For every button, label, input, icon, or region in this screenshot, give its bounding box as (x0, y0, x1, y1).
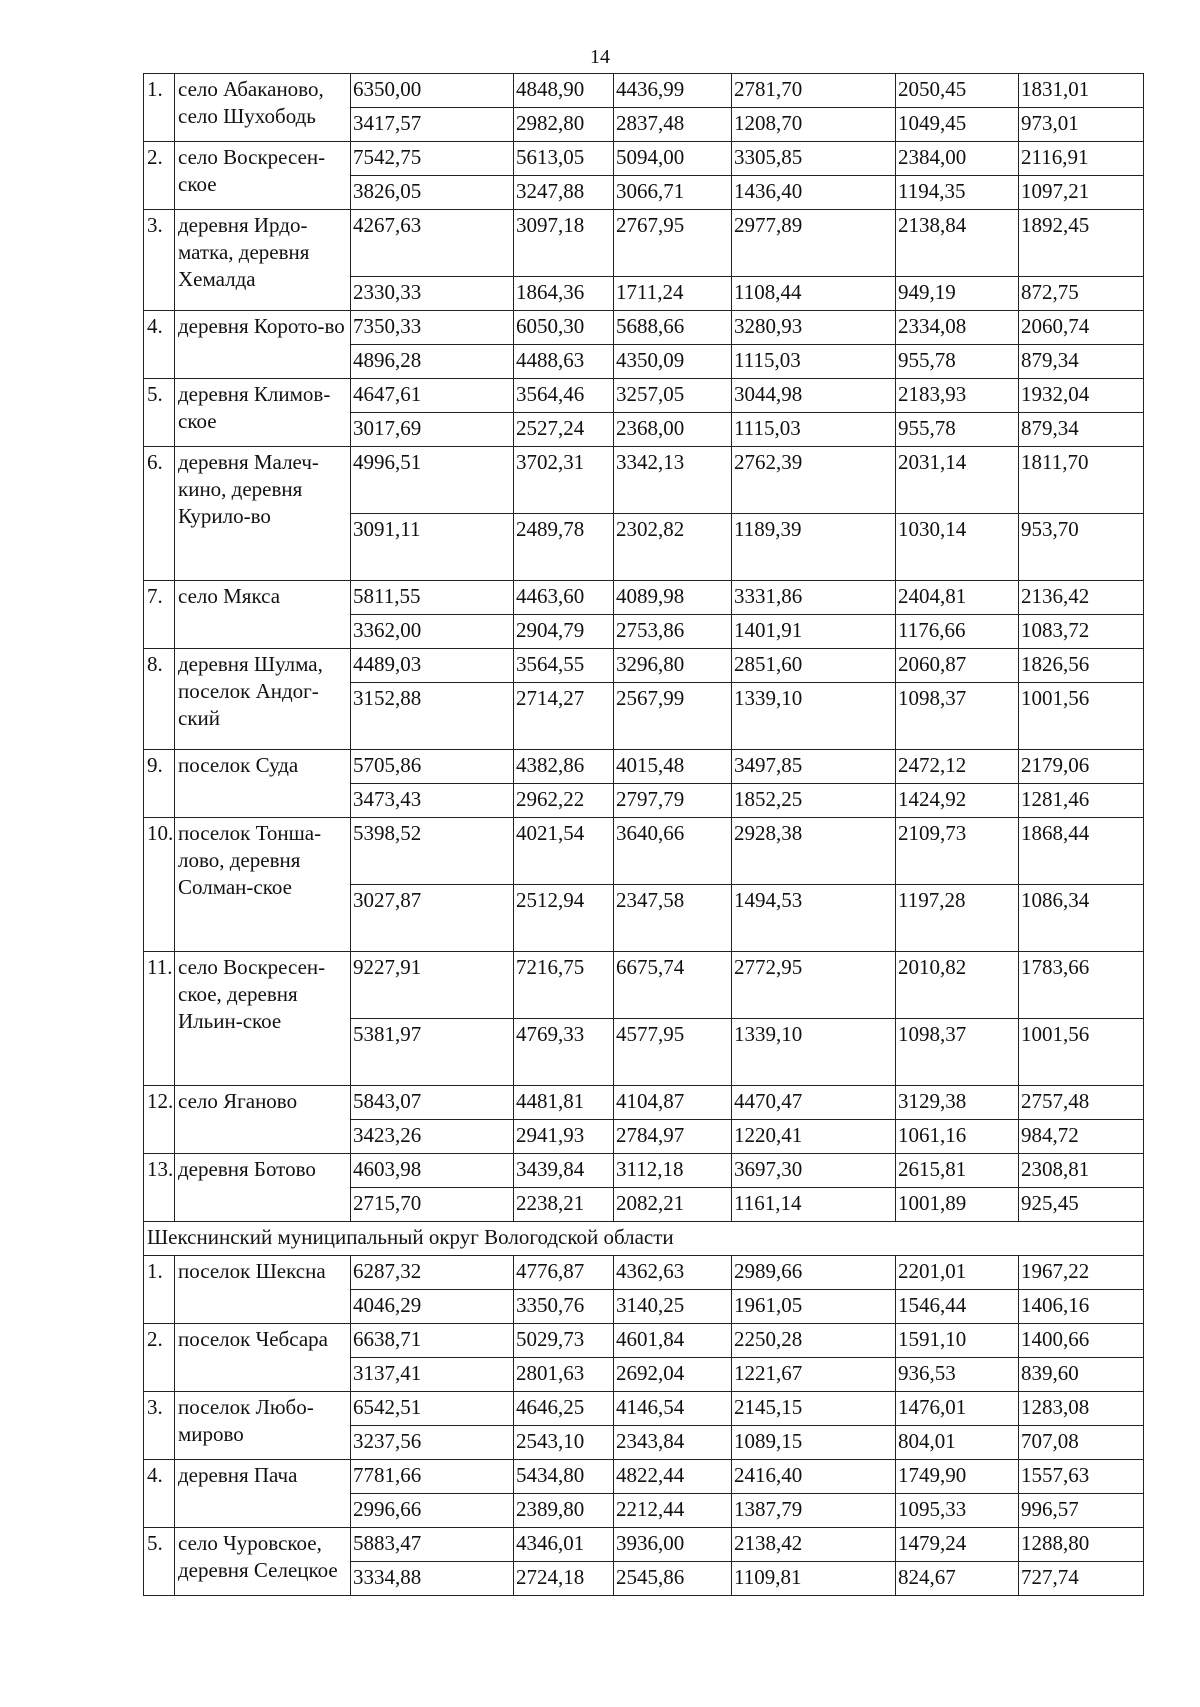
value-cell: 3350,76 (514, 1290, 614, 1324)
value-cell: 1546,44 (896, 1290, 1019, 1324)
value-cell: 879,34 (1019, 345, 1144, 379)
value-cell: 4346,01 (514, 1528, 614, 1562)
value-cell: 2060,87 (896, 649, 1019, 683)
table-row (144, 74, 1144, 108)
value-cell: 2138,42 (732, 1528, 896, 1562)
value-cell: 6287,32 (351, 1256, 514, 1290)
value-cell: 6675,74 (614, 952, 732, 1019)
value-cell: 1387,79 (732, 1494, 896, 1528)
value-cell: 6050,30 (514, 311, 614, 345)
value-cell: 2797,79 (614, 784, 732, 818)
value-cell: 1811,70 (1019, 447, 1144, 514)
value-cell: 4769,33 (514, 1019, 614, 1086)
value-cell: 2801,63 (514, 1358, 614, 1392)
section-row (144, 1222, 1144, 1256)
value-cell: 4996,51 (351, 447, 514, 514)
value-cell: 2250,28 (732, 1324, 896, 1358)
value-cell: 1288,80 (1019, 1528, 1144, 1562)
value-cell: 2837,48 (614, 108, 732, 142)
value-cell: 3497,85 (732, 750, 896, 784)
value-cell: 3362,00 (351, 615, 514, 649)
value-cell: 3129,38 (896, 1086, 1019, 1120)
value-cell: 1220,41 (732, 1120, 896, 1154)
value-cell: 3423,26 (351, 1120, 514, 1154)
value-cell: 3112,18 (614, 1154, 732, 1188)
value-cell: 6638,71 (351, 1324, 514, 1358)
row-number: 11. (144, 952, 175, 1086)
value-cell: 2753,86 (614, 615, 732, 649)
settlement-name: деревня Ирдо-матка, деревня Хемалда (175, 210, 351, 311)
settlement-name: деревня Пача (175, 1460, 351, 1528)
value-cell: 1189,39 (732, 514, 896, 581)
settlement-name: село Воскресен-ское, деревня Ильин-ское (175, 952, 351, 1086)
settlement-name: деревня Малеч-кино, деревня Курило-во (175, 447, 351, 581)
value-cell: 2010,82 (896, 952, 1019, 1019)
value-cell: 1098,37 (896, 1019, 1019, 1086)
row-number: 5. (144, 379, 175, 447)
value-cell: 1283,08 (1019, 1392, 1144, 1426)
settlement-name: поселок Суда (175, 750, 351, 818)
value-cell: 879,34 (1019, 413, 1144, 447)
value-cell: 3936,00 (614, 1528, 732, 1562)
value-cell: 4015,48 (614, 750, 732, 784)
settlement-name: деревня Шулма, поселок Андог-ский (175, 649, 351, 750)
value-cell: 3439,84 (514, 1154, 614, 1188)
tariff-table (143, 73, 1144, 1596)
value-cell: 3564,55 (514, 649, 614, 683)
table-row (144, 818, 1144, 885)
row-number: 13. (144, 1154, 175, 1222)
row-number: 10. (144, 818, 175, 952)
row-number: 9. (144, 750, 175, 818)
row-number: 3. (144, 1392, 175, 1460)
value-cell: 5843,07 (351, 1086, 514, 1120)
value-cell: 3017,69 (351, 413, 514, 447)
value-cell: 2692,04 (614, 1358, 732, 1392)
value-cell: 7781,66 (351, 1460, 514, 1494)
value-cell: 2302,82 (614, 514, 732, 581)
value-cell: 4021,54 (514, 818, 614, 885)
settlement-name: деревня Ботово (175, 1154, 351, 1222)
value-cell: 925,45 (1019, 1188, 1144, 1222)
value-cell: 2928,38 (732, 818, 896, 885)
value-cell: 1281,46 (1019, 784, 1144, 818)
value-cell: 1826,56 (1019, 649, 1144, 683)
value-cell: 973,01 (1019, 108, 1144, 142)
value-cell: 5811,55 (351, 581, 514, 615)
settlement-name: село Яганово (175, 1086, 351, 1154)
value-cell: 4089,98 (614, 581, 732, 615)
value-cell: 953,70 (1019, 514, 1144, 581)
settlement-name: село Абаканово, село Шухободь (175, 74, 351, 142)
value-cell: 2116,91 (1019, 142, 1144, 176)
value-cell: 1339,10 (732, 1019, 896, 1086)
value-cell: 4146,54 (614, 1392, 732, 1426)
table-row (144, 952, 1144, 1019)
value-cell: 2543,10 (514, 1426, 614, 1460)
value-cell: 1494,53 (732, 885, 896, 952)
value-cell: 2904,79 (514, 615, 614, 649)
value-cell: 955,78 (896, 413, 1019, 447)
value-cell: 1109,81 (732, 1562, 896, 1596)
value-cell: 4822,44 (614, 1460, 732, 1494)
value-cell: 1864,36 (514, 277, 614, 311)
value-cell: 2489,78 (514, 514, 614, 581)
value-cell: 4481,81 (514, 1086, 614, 1120)
value-cell: 2512,94 (514, 885, 614, 952)
value-cell: 2527,24 (514, 413, 614, 447)
value-cell: 5381,97 (351, 1019, 514, 1086)
value-cell: 1098,37 (896, 683, 1019, 750)
value-cell: 2567,99 (614, 683, 732, 750)
value-cell: 1436,40 (732, 176, 896, 210)
value-cell: 3305,85 (732, 142, 896, 176)
value-cell: 2183,93 (896, 379, 1019, 413)
table-row (144, 311, 1144, 345)
value-cell: 7350,33 (351, 311, 514, 345)
value-cell: 2472,12 (896, 750, 1019, 784)
value-cell: 3296,80 (614, 649, 732, 683)
value-cell: 1001,56 (1019, 683, 1144, 750)
value-cell: 4362,63 (614, 1256, 732, 1290)
table-row (144, 1154, 1144, 1188)
value-cell: 1892,45 (1019, 210, 1144, 277)
value-cell: 1061,16 (896, 1120, 1019, 1154)
value-cell: 2941,93 (514, 1120, 614, 1154)
value-cell: 3826,05 (351, 176, 514, 210)
value-cell: 1476,01 (896, 1392, 1019, 1426)
value-cell: 4489,03 (351, 649, 514, 683)
value-cell: 707,08 (1019, 1426, 1144, 1460)
row-number: 5. (144, 1528, 175, 1596)
value-cell: 3564,46 (514, 379, 614, 413)
value-cell: 1749,90 (896, 1460, 1019, 1494)
table-row (144, 1086, 1144, 1120)
value-cell: 1221,67 (732, 1358, 896, 1392)
row-number: 4. (144, 1460, 175, 1528)
value-cell: 2308,81 (1019, 1154, 1144, 1188)
value-cell: 1852,25 (732, 784, 896, 818)
value-cell: 2384,00 (896, 142, 1019, 176)
value-cell: 2714,27 (514, 683, 614, 750)
value-cell: 2136,42 (1019, 581, 1144, 615)
value-cell: 2982,80 (514, 108, 614, 142)
value-cell: 824,67 (896, 1562, 1019, 1596)
value-cell: 2772,95 (732, 952, 896, 1019)
value-cell: 4046,29 (351, 1290, 514, 1324)
value-cell: 2416,40 (732, 1460, 896, 1494)
value-cell: 2238,21 (514, 1188, 614, 1222)
value-cell: 1479,24 (896, 1528, 1019, 1562)
settlement-name: село Чуровское, деревня Селецкое (175, 1528, 351, 1596)
table-row (144, 1256, 1144, 1290)
value-cell: 955,78 (896, 345, 1019, 379)
value-cell: 1591,10 (896, 1324, 1019, 1358)
value-cell: 3697,30 (732, 1154, 896, 1188)
value-cell: 996,57 (1019, 1494, 1144, 1528)
value-cell: 4436,99 (614, 74, 732, 108)
value-cell: 2109,73 (896, 818, 1019, 885)
row-number: 3. (144, 210, 175, 311)
table-row (144, 1528, 1144, 1562)
page-number: 14 (590, 46, 610, 68)
value-cell: 4848,90 (514, 74, 614, 108)
row-number: 2. (144, 142, 175, 210)
row-number: 1. (144, 1256, 175, 1324)
table-row (144, 750, 1144, 784)
value-cell: 2060,74 (1019, 311, 1144, 345)
value-cell: 2615,81 (896, 1154, 1019, 1188)
value-cell: 1406,16 (1019, 1290, 1144, 1324)
value-cell: 2977,89 (732, 210, 896, 277)
value-cell: 1961,05 (732, 1290, 896, 1324)
row-number: 4. (144, 311, 175, 379)
value-cell: 3044,98 (732, 379, 896, 413)
settlement-name: село Мякса (175, 581, 351, 649)
value-cell: 2404,81 (896, 581, 1019, 615)
value-cell: 5613,05 (514, 142, 614, 176)
value-cell: 4382,86 (514, 750, 614, 784)
value-cell: 2138,84 (896, 210, 1019, 277)
value-cell: 1108,44 (732, 277, 896, 311)
value-cell: 3342,13 (614, 447, 732, 514)
value-cell: 4577,95 (614, 1019, 732, 1086)
value-cell: 2145,15 (732, 1392, 896, 1426)
settlement-name: деревня Корото-во (175, 311, 351, 379)
value-cell: 2212,44 (614, 1494, 732, 1528)
settlement-name: поселок Чебсара (175, 1324, 351, 1392)
value-cell: 1401,91 (732, 615, 896, 649)
row-number: 7. (144, 581, 175, 649)
value-cell: 1783,66 (1019, 952, 1144, 1019)
settlement-name: село Воскресен-ское (175, 142, 351, 210)
value-cell: 3237,56 (351, 1426, 514, 1460)
value-cell: 3334,88 (351, 1562, 514, 1596)
value-cell: 2757,48 (1019, 1086, 1144, 1120)
value-cell: 2201,01 (896, 1256, 1019, 1290)
value-cell: 984,72 (1019, 1120, 1144, 1154)
value-cell: 2781,70 (732, 74, 896, 108)
value-cell: 839,60 (1019, 1358, 1144, 1392)
value-cell: 3066,71 (614, 176, 732, 210)
value-cell: 2347,58 (614, 885, 732, 952)
value-cell: 2767,95 (614, 210, 732, 277)
value-cell: 949,19 (896, 277, 1019, 311)
value-cell: 4647,61 (351, 379, 514, 413)
value-cell: 1049,45 (896, 108, 1019, 142)
value-cell: 2368,00 (614, 413, 732, 447)
row-number: 6. (144, 447, 175, 581)
value-cell: 1083,72 (1019, 615, 1144, 649)
value-cell: 1001,89 (896, 1188, 1019, 1222)
table-row (144, 1392, 1144, 1426)
value-cell: 1831,01 (1019, 74, 1144, 108)
value-cell: 4896,28 (351, 345, 514, 379)
value-cell: 3473,43 (351, 784, 514, 818)
value-cell: 1208,70 (732, 108, 896, 142)
value-cell: 872,75 (1019, 277, 1144, 311)
value-cell: 2334,08 (896, 311, 1019, 345)
value-cell: 3247,88 (514, 176, 614, 210)
value-cell: 1115,03 (732, 345, 896, 379)
table-row (144, 142, 1144, 176)
value-cell: 3137,41 (351, 1358, 514, 1392)
value-cell: 5883,47 (351, 1528, 514, 1562)
table-row (144, 649, 1144, 683)
value-cell: 1711,24 (614, 277, 732, 311)
value-cell: 3280,93 (732, 311, 896, 345)
section-title: Шекснинский муниципальный округ Вологодской области (144, 1222, 1144, 1256)
value-cell: 2031,14 (896, 447, 1019, 514)
value-cell: 1932,04 (1019, 379, 1144, 413)
value-cell: 1095,33 (896, 1494, 1019, 1528)
value-cell: 3331,86 (732, 581, 896, 615)
value-cell: 1424,92 (896, 784, 1019, 818)
table-row (144, 581, 1144, 615)
value-cell: 2179,06 (1019, 750, 1144, 784)
value-cell: 1176,66 (896, 615, 1019, 649)
value-cell: 4603,98 (351, 1154, 514, 1188)
value-cell: 3702,31 (514, 447, 614, 514)
value-cell: 1030,14 (896, 514, 1019, 581)
table-row (144, 210, 1144, 277)
value-cell: 6542,51 (351, 1392, 514, 1426)
value-cell: 1967,22 (1019, 1256, 1144, 1290)
value-cell: 2389,80 (514, 1494, 614, 1528)
value-cell: 1001,56 (1019, 1019, 1144, 1086)
table-row (144, 1324, 1144, 1358)
value-cell: 5688,66 (614, 311, 732, 345)
value-cell: 2343,84 (614, 1426, 732, 1460)
value-cell: 2330,33 (351, 277, 514, 311)
value-cell: 2545,86 (614, 1562, 732, 1596)
value-cell: 2082,21 (614, 1188, 732, 1222)
table-row (144, 379, 1144, 413)
value-cell: 5398,52 (351, 818, 514, 885)
settlement-name: деревня Климов-ское (175, 379, 351, 447)
value-cell: 3152,88 (351, 683, 514, 750)
value-cell: 4267,63 (351, 210, 514, 277)
value-cell: 4776,87 (514, 1256, 614, 1290)
value-cell: 1089,15 (732, 1426, 896, 1460)
value-cell: 2715,70 (351, 1188, 514, 1222)
value-cell: 1115,03 (732, 413, 896, 447)
value-cell: 1400,66 (1019, 1324, 1144, 1358)
value-cell: 3640,66 (614, 818, 732, 885)
value-cell: 1097,21 (1019, 176, 1144, 210)
value-cell: 9227,91 (351, 952, 514, 1019)
value-cell: 1161,14 (732, 1188, 896, 1222)
value-cell: 804,01 (896, 1426, 1019, 1460)
table-row (144, 1460, 1144, 1494)
settlement-name: поселок Шексна (175, 1256, 351, 1324)
value-cell: 3257,05 (614, 379, 732, 413)
value-cell: 3091,11 (351, 514, 514, 581)
value-cell: 2962,22 (514, 784, 614, 818)
value-cell: 3417,57 (351, 108, 514, 142)
value-cell: 1868,44 (1019, 818, 1144, 885)
value-cell: 5029,73 (514, 1324, 614, 1358)
value-cell: 4646,25 (514, 1392, 614, 1426)
settlement-name: поселок Тонша-лово, деревня Солман-ское (175, 818, 351, 952)
value-cell: 1086,34 (1019, 885, 1144, 952)
value-cell: 3140,25 (614, 1290, 732, 1324)
value-cell: 5094,00 (614, 142, 732, 176)
settlement-name: поселок Любо-мирово (175, 1392, 351, 1460)
value-cell: 3027,87 (351, 885, 514, 952)
value-cell: 6350,00 (351, 74, 514, 108)
value-cell: 4350,09 (614, 345, 732, 379)
value-cell: 1194,35 (896, 176, 1019, 210)
row-number: 1. (144, 74, 175, 142)
value-cell: 7216,75 (514, 952, 614, 1019)
value-cell: 2851,60 (732, 649, 896, 683)
value-cell: 2996,66 (351, 1494, 514, 1528)
value-cell: 727,74 (1019, 1562, 1144, 1596)
row-number: 8. (144, 649, 175, 750)
row-number: 12. (144, 1086, 175, 1154)
value-cell: 2050,45 (896, 74, 1019, 108)
value-cell: 3097,18 (514, 210, 614, 277)
value-cell: 936,53 (896, 1358, 1019, 1392)
value-cell: 4104,87 (614, 1086, 732, 1120)
value-cell: 4470,47 (732, 1086, 896, 1120)
value-cell: 4601,84 (614, 1324, 732, 1358)
value-cell: 4463,60 (514, 581, 614, 615)
value-cell: 1197,28 (896, 885, 1019, 952)
value-cell: 5434,80 (514, 1460, 614, 1494)
row-number: 2. (144, 1324, 175, 1392)
value-cell: 2989,66 (732, 1256, 896, 1290)
value-cell: 7542,75 (351, 142, 514, 176)
table-row (144, 447, 1144, 514)
value-cell: 4488,63 (514, 345, 614, 379)
value-cell: 1557,63 (1019, 1460, 1144, 1494)
value-cell: 1339,10 (732, 683, 896, 750)
value-cell: 5705,86 (351, 750, 514, 784)
value-cell: 2724,18 (514, 1562, 614, 1596)
value-cell: 2762,39 (732, 447, 896, 514)
value-cell: 2784,97 (614, 1120, 732, 1154)
